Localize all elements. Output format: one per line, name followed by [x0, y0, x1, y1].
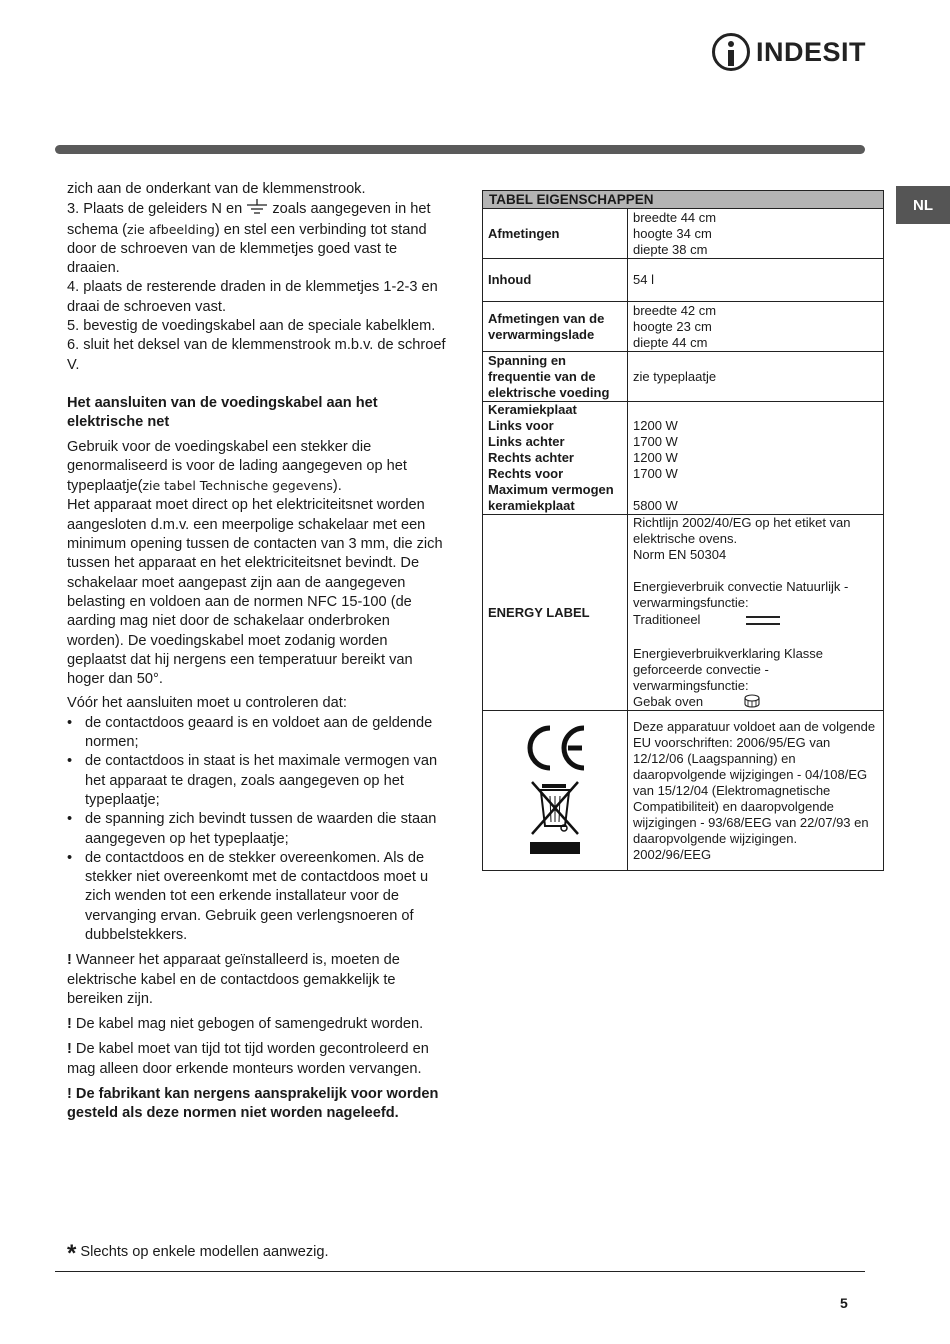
- warning-note: ! De kabel mag niet gebogen of samengedrukt worden.: [67, 1016, 424, 1033]
- table-row: [483, 209, 884, 259]
- brand-mark-icon: [712, 33, 750, 71]
- row-label: Keramiekplaat Links voor Links achter Rechts achter Rechts voor Maximum vermogen keramiekplaat: [483, 402, 628, 515]
- table-title: TABEL EIGENSCHAPPEN: [483, 191, 884, 209]
- table-row: [483, 402, 884, 515]
- weee-bin-icon: [528, 778, 582, 856]
- paragraph: Het apparaat moet direct op het elektriciteitsnet worden aangesloten d.m.v. een meerpolige schakelaar met een minimum opening tussen de contacten van 3 mm, die zich tussen het apparaat en het elektriciteitsnet bevindt. De schakelaar moet aangepast zijn aan de aangegeven belasting en voldoen aan de normen NFC 15-100 (de aarding mag niet door de schakelaar onderbroken worden). De voedingskabel moet zodanig worden geplaatst dat hij nergens een temperatuur bereikt van hoger dan 50°.: [67, 497, 443, 688]
- paragraph: zich aan de onderkant van de klemmenstrook.: [67, 181, 366, 197]
- row-value: breedte 42 cm hoogte 23 cm diepte 44 cm: [628, 302, 884, 352]
- ce-mark-icon: [520, 722, 590, 774]
- table-row: [483, 302, 884, 352]
- table-row: [483, 259, 884, 302]
- row-label: Afmetingen van de verwarmingslade: [483, 302, 628, 352]
- specifications-table: [482, 190, 884, 871]
- row-value: 54 l: [628, 259, 884, 302]
- top-divider: [55, 145, 865, 154]
- paragraph: Vóór het aansluiten moet u controleren dat:: [67, 695, 347, 712]
- table-row: [483, 515, 884, 711]
- warning-note: ! Wanneer het apparaat geïnstalleerd is, moeten de elektrische kabel en de contactdoos gemakkelijk te bereiken zijn.: [67, 952, 400, 1007]
- list-item: • de contactdoos en de stekker overeenkomen. Als de stekker niet overeenkomt met de contactdoos moet u zich wenden tot een erkende installateur voor de vervanging ervan. Gebruik geen verlengsnoeren of dubbelstekkers.: [67, 849, 447, 945]
- paragraph: 3. Plaats de geleiders N en zoals aangegeven in het schema (zie afbeelding) en stel een verbinding tot stand door de schroeven van de klemmetjes goed vast te draaien.: [67, 201, 431, 277]
- list-item: • de spanning zich bevindt tussen de waarden die staan aangegeven op het typeplaatje;: [67, 810, 447, 849]
- ground-symbol-icon: [246, 199, 268, 215]
- list-item: • de contactdoos geaard is en voldoet aan de geldende normen;: [67, 714, 447, 753]
- paragraph: 4. plaats de resterende draden in de klemmetjes 1-2-3 en draai de schroeven vast.: [67, 279, 438, 315]
- compliance-text: Deze apparatuur voldoet aan de volgende EU voorschriften: 2006/95/EG van 12/12/06 (Laagspanning) en daaropvolgende wijzigingen - 04/108/EG van 15/12/04 (Elektromagnetische Compatibiliteit) en daaropvolgende wijzigingen - 93/68/EEG van 22/07/93 en daaropvolgende wijzigingen. 2002/96/EEG: [628, 711, 884, 871]
- row-label: Spanning en frequentie van de elektrische voeding: [483, 352, 628, 402]
- page-number: 5: [840, 1295, 848, 1311]
- paragraph: Gebruik voor de voedingskabel een stekker die genormaliseerd is voor de lading aangegeven op het typeplaatje(zie tabel Technische gegevens).: [67, 438, 407, 495]
- row-value: 1200 W 1700 W 1200 W 1700 W 5800 W: [628, 402, 884, 515]
- brand-name: INDESIT: [756, 36, 867, 67]
- row-label: ENERGY LABEL: [483, 515, 628, 711]
- list-item: • de contactdoos in staat is het maximale vermogen van het apparaat te dragen, zoals aangegeven op het typeplaatje;: [67, 752, 447, 810]
- indesit-logo: [712, 30, 866, 74]
- cake-icon: [743, 694, 761, 708]
- check-list: [67, 714, 447, 946]
- left-column: [67, 180, 447, 1124]
- paragraph: 6. sluit het deksel van de klemmenstrook m.b.v. de schroef V.: [67, 337, 446, 373]
- divider-lines-icon: [746, 611, 780, 630]
- section-heading: Het aansluiten van de voedingskabel aan het elektrische net: [67, 394, 378, 431]
- row-label: Inhoud: [483, 259, 628, 302]
- language-tab: NL: [896, 186, 950, 224]
- symbols-cell: [483, 711, 628, 871]
- table-row: [483, 352, 884, 402]
- disclaimer: ! De fabrikant kan nergens aansprakelijk voor worden gesteld als deze normen niet worden nageleefd.: [67, 1086, 439, 1122]
- paragraph: 5. bevestig de voedingskabel aan de speciale kabelklem.: [67, 318, 436, 335]
- row-value: Richtlijn 2002/40/EG op het etiket van elektrische ovens. Norm EN 50304 Energieverbruik convectie Natuurlijk - verwarmingsfunctie: Traditioneel Energieverbruikverklaring Klasse geforceerde convectie - verwarmingsfunctie: Gebak oven: [628, 515, 884, 711]
- bottom-divider: [55, 1271, 865, 1272]
- row-label: Afmetingen: [483, 209, 628, 259]
- row-value: zie typeplaatje: [628, 352, 884, 402]
- row-value: breedte 44 cm hoogte 34 cm diepte 38 cm: [628, 209, 884, 259]
- table-row: [483, 711, 884, 871]
- footnote: * Slechts op enkele modellen aanwezig.: [67, 1240, 329, 1267]
- warning-note: ! De kabel moet van tijd tot tijd worden gecontroleerd en mag alleen door erkende monteurs worden vervangen.: [67, 1041, 429, 1077]
